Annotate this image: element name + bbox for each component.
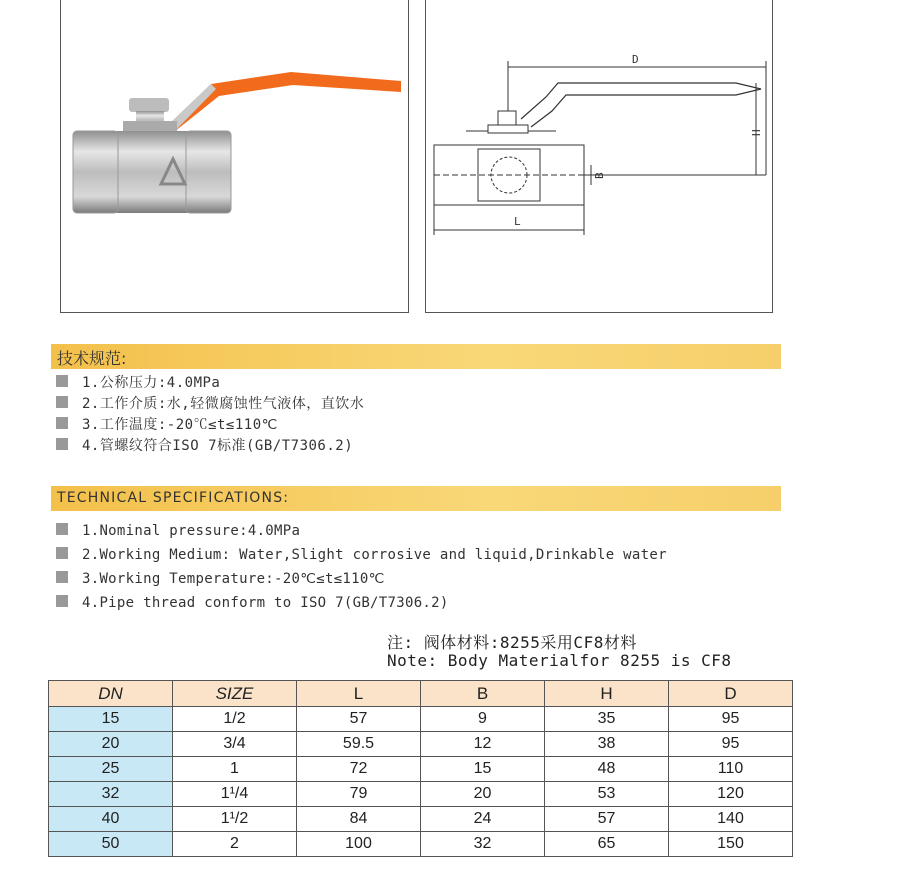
cell-b: 9 (421, 707, 545, 732)
cell-h: 65 (545, 832, 669, 857)
cell-b: 20 (421, 782, 545, 807)
cell-dn: 15 (49, 707, 173, 732)
cell-l: 59.5 (297, 732, 421, 757)
cell-d: 120 (669, 782, 793, 807)
bullet-square-icon (56, 523, 68, 535)
en-spec-item (56, 571, 385, 587)
col-header-dn: DN (49, 681, 173, 707)
cell-d: 110 (669, 757, 793, 782)
ball-valve-photo (61, 0, 408, 312)
cn-spec-text: 2.工作介质:水,轻微腐蚀性气液体，直饮水 (82, 396, 365, 412)
cell-b: 24 (421, 807, 545, 832)
col-header-d: D (669, 681, 793, 707)
cn-spec-text: 4.管螺纹符合ISO 7标准(GB/T7306.2) (82, 438, 354, 454)
bullet-square-icon (56, 595, 68, 607)
en-spec-text: 1.Nominal pressure:4.0MPa (82, 523, 301, 539)
en-spec-item (56, 547, 667, 563)
dim-l-label: L (514, 215, 521, 228)
bullet-square-icon (56, 438, 68, 450)
product-photo-frame (60, 0, 409, 313)
cell-size: 1¹/2 (173, 807, 297, 832)
cell-dn: 40 (49, 807, 173, 832)
col-header-l: L (297, 681, 421, 707)
en-spec-text: 4.Pipe thread conform to ISO 7(GB/T7306.2) (82, 595, 449, 611)
cn-spec-item (56, 435, 353, 455)
table-row (49, 707, 793, 732)
en-spec-text: 2.Working Medium: Water,Slight corrosive and liquid,Drinkable water (82, 547, 667, 563)
cell-size: 3/4 (173, 732, 297, 757)
cell-b: 15 (421, 757, 545, 782)
dim-b-label: B (593, 172, 606, 179)
cell-b: 12 (421, 732, 545, 757)
dimension-table (48, 680, 793, 857)
dim-d-label: D (632, 53, 639, 66)
cell-l: 100 (297, 832, 421, 857)
cell-dn: 25 (49, 757, 173, 782)
cell-d: 150 (669, 832, 793, 857)
table-row (49, 757, 793, 782)
cell-h: 57 (545, 807, 669, 832)
col-header-b: B (421, 681, 545, 707)
valve-dimension-drawing (426, 0, 772, 312)
table-row (49, 782, 793, 807)
table-row (49, 832, 793, 857)
col-header-size: SIZE (173, 681, 297, 707)
cn-spec-title: 技术规范: (57, 349, 127, 368)
en-spec-item (56, 523, 300, 539)
cell-dn: 32 (49, 782, 173, 807)
cell-size: 2 (173, 832, 297, 857)
cell-dn: 50 (49, 832, 173, 857)
table-row (49, 807, 793, 832)
bullet-square-icon (56, 417, 68, 429)
cell-size: 1/2 (173, 707, 297, 732)
dim-h-label: H (750, 129, 763, 136)
en-spec-title: TECHNICAL SPECIFICATIONS: (57, 490, 290, 506)
cell-h: 48 (545, 757, 669, 782)
cell-l: 72 (297, 757, 421, 782)
cn-spec-header-bar (51, 344, 781, 369)
cell-l: 57 (297, 707, 421, 732)
cell-dn: 20 (49, 732, 173, 757)
cn-spec-item (56, 414, 278, 434)
en-spec-text: 3.Working Temperature:-20℃≤t≤110℃ (82, 571, 385, 587)
cn-spec-text: 1.公称压力:4.0MPa (82, 375, 221, 391)
cell-d: 140 (669, 807, 793, 832)
cell-l: 84 (297, 807, 421, 832)
cell-size: 1¹/4 (173, 782, 297, 807)
bullet-square-icon (56, 571, 68, 583)
en-spec-header-bar (51, 486, 781, 511)
cell-l: 79 (297, 782, 421, 807)
bullet-square-icon (56, 375, 68, 387)
table-header-row (49, 681, 793, 707)
table-row (49, 732, 793, 757)
cn-spec-text: 3.工作温度:-20℃≤t≤110℃ (82, 417, 278, 433)
cn-spec-item (56, 393, 364, 413)
en-spec-item (56, 595, 449, 611)
technical-drawing-frame (425, 0, 773, 313)
cell-h: 38 (545, 732, 669, 757)
bullet-square-icon (56, 396, 68, 408)
cell-d: 95 (669, 732, 793, 757)
cell-b: 32 (421, 832, 545, 857)
note-en: Note: Body Materialfor 8255 is CF8 (387, 651, 732, 670)
cell-h: 53 (545, 782, 669, 807)
cell-size: 1 (173, 757, 297, 782)
note-cn: 注: 阀体材料:8255采用CF8材料 (387, 633, 637, 652)
cell-h: 35 (545, 707, 669, 732)
bullet-square-icon (56, 547, 68, 559)
col-header-h: H (545, 681, 669, 707)
cn-spec-item (56, 372, 220, 392)
cell-d: 95 (669, 707, 793, 732)
